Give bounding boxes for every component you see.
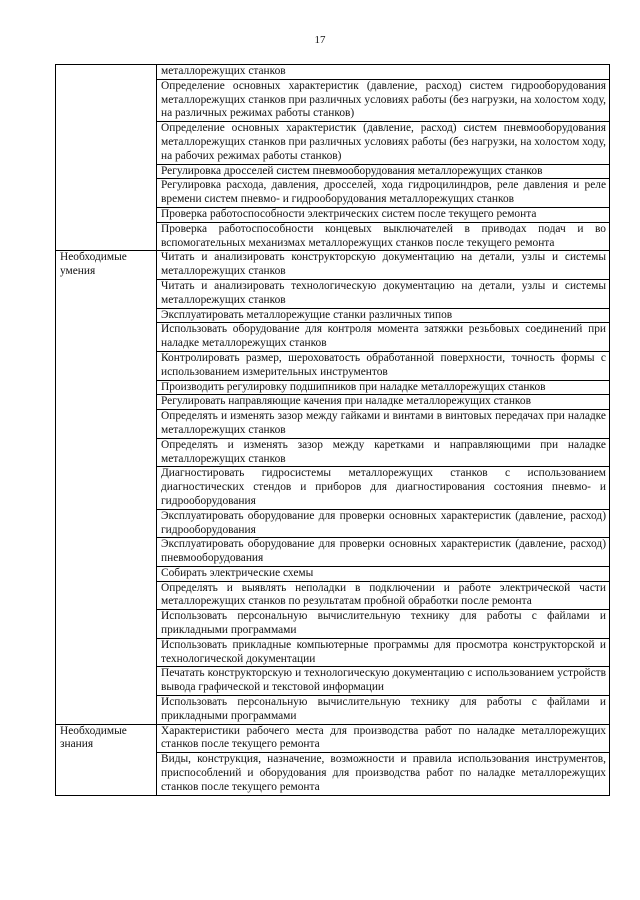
list-item: Читать и анализировать конструкторскую документацию на детали, узлы и системы металлорежущих станков	[157, 251, 610, 280]
list-item: Использовать персональную вычислительную технику для работы с файлами и прикладными программами	[157, 696, 610, 725]
list-item: Печатать конструкторскую и технологическую документацию с использованием устройств вывода графической и текстовой информации	[157, 667, 610, 696]
list-item: Регулировка дросселей систем пневмооборудования металлорежущих станков	[157, 164, 610, 179]
list-item: Контролировать размер, шероховатость обработанной поверхности, точность формы с использованием измерительных инструментов	[157, 351, 610, 380]
section-label-skills: Необходимые умения	[56, 251, 157, 724]
list-item: Читать и анализировать технологическую документацию на детали, узлы и системы металлорежущих станков	[157, 279, 610, 308]
list-item: Использовать оборудование для контроля момента затяжки резьбовых соединений при наладке металлорежущих станков	[157, 323, 610, 352]
list-item: Диагностировать гидросистемы металлорежущих станков с использованием диагностических стендов и приборов для диагностирования состояния пневмо- и гидрооборудования	[157, 467, 610, 509]
list-item: Определение основных характеристик (давление, расход) систем гидрооборудования металлорежущих станков при различных условиях работы (без нагрузки, на холостом ходу, на различных режимах работы станков)	[157, 79, 610, 121]
list-item: Определять и выявлять неполадки в подключении и работе электрической части металлорежущих станков по результатам пробной обработки после ремонта	[157, 581, 610, 610]
list-item: Использовать персональную вычислительную технику для работы с файлами и прикладными программами	[157, 610, 610, 639]
list-item: Определять и изменять зазор между гайками и винтами в винтовых передачах при наладке металлорежущих станков	[157, 410, 610, 439]
list-item: Определение основных характеристик (давление, расход) систем пневмооборудования металлорежущих станков при различных условиях работы (без нагрузки, на холостом ходу, на рабочих режимах работы станков)	[157, 122, 610, 164]
page-number: 17	[314, 34, 326, 46]
list-item: Использовать прикладные компьютерные программы для просмотра конструкторской и технологической документации	[157, 638, 610, 667]
table-row	[56, 724, 610, 753]
list-item: Эксплуатировать металлорежущие станки различных типов	[157, 308, 610, 323]
list-item: Эксплуатировать оборудование для проверки основных характеристик (давление, расход) пневмооборудования	[157, 538, 610, 567]
list-item: Проверка работоспособности концевых выключателей в приводах подач и во вспомогательных механизмах металлорежущих станков после текущего ремонта	[157, 222, 610, 251]
list-item: Определять и изменять зазор между каретками и направляющими при наладке металлорежущих станков	[157, 438, 610, 467]
table-row	[56, 251, 610, 280]
list-item: Эксплуатировать оборудование для проверки основных характеристик (давление, расход) гидрооборудования	[157, 509, 610, 538]
list-item: Собирать электрические схемы	[157, 566, 610, 581]
list-item: Регулировка расхода, давления, дросселей, хода гидроцилиндров, реле давления и реле времени систем пневмо- и гидрооборудования металлорежущих станков	[157, 179, 610, 208]
section-label-knowledge: Необходимые знания	[56, 724, 157, 795]
list-item: металлорежущих станков	[157, 65, 610, 80]
table-row	[56, 65, 610, 80]
list-item: Виды, конструкция, назначение, возможности и правила использования инструментов, приспособлений и оборудования для производства работ по наладке металлорежущих станков после текущего ремонта	[157, 753, 610, 795]
list-item: Характеристики рабочего места для производства работ по наладке металлорежущих станков после текущего ремонта	[157, 724, 610, 753]
requirements-table	[55, 64, 610, 796]
list-item: Регулировать направляющие качения при наладке металлорежущих станков	[157, 395, 610, 410]
list-item: Проверка работоспособности электрических систем после текущего ремонта	[157, 207, 610, 222]
section-label-continuation	[56, 65, 157, 251]
list-item: Производить регулировку подшипников при наладке металлорежущих станков	[157, 380, 610, 395]
